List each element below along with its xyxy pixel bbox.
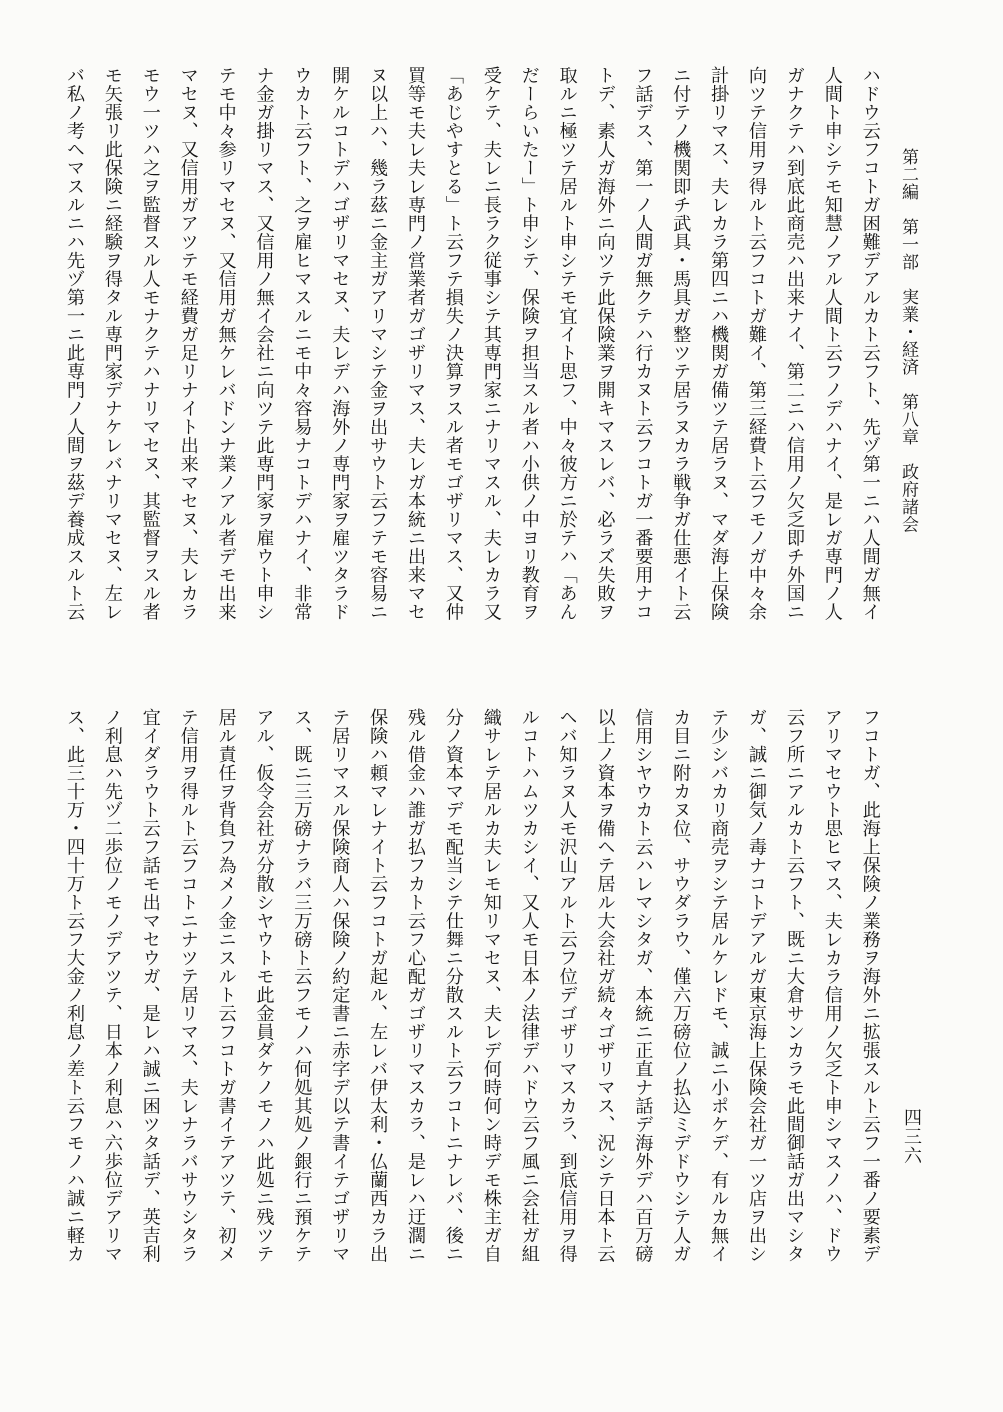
text-column: 云フ所ニアルカト云フト、既ニ大倉サンカラモ此間御話ガ出マシタ [783, 708, 805, 1263]
text-column: 受ケテ、夫レニ長ラク従事シテ其専門家ニナリマスル、夫レカラ又 [480, 66, 502, 621]
text-column: アリマセウト思ヒマス、夫レカラ信用ノ欠乏ト申シマスノハ、ドウ [821, 708, 843, 1263]
text-column: だーらいたー」ト申シテ、保険ヲ担当スル者ハ小供ノ中ヨリ教育ヲ [518, 66, 540, 621]
text-column: トデ、素人ガ海外ニ向ツテ此保険業ヲ開キマスレバ、必ラズ失敗ヲ [594, 66, 616, 621]
text-column: 残ル借金ハ誰ガ払フカト云フ心配ガゴザリマスカラ、是レハ迂濶ニ [405, 708, 427, 1263]
text-column: ガナクテハ到底此商売ハ出来ナイ、第二ニハ信用ノ欠乏即チ外国ニ [783, 66, 805, 621]
text-column: フ話デス、第一ノ人間ガ無クテハ行カヌト云フコトガ一番要用ナコ [632, 66, 654, 621]
running-header: 第二編 第一部 実業・経済 第八章 政府諸会 [898, 148, 918, 533]
text-column: ルコトハムツカシイ、又人モ日本ノ法律デハドウ云フ風ニ会社ガ組 [518, 708, 540, 1263]
text-column: 織サレテ居ルカ夫レモ知リマセヌ、夫レデ何時何ン時デモ株主ガ自 [480, 708, 502, 1263]
text-column: テ少シバカリ商売ヲシテ居ルケレドモ、誠ニ小ポケデ、有ルカ無イ [708, 708, 730, 1263]
text-column: ノ利息ハ先ヅ二歩位ノモノデアツテ、日本ノ利息ハ六歩位デアリマ [101, 708, 123, 1263]
text-column: 信用シヤウカト云ハレマシタガ、本統ニ正直ナ話デ海外デハ百万磅 [632, 708, 654, 1263]
text-column: フコトガ、此海上保険ノ業務ヲ海外ニ拡張スルト云フ一番ノ要素デ [859, 708, 881, 1263]
text-column: 計掛リマス、夫レカラ第四ニハ機関ガ備ツテ居ラヌ、マダ海上保険 [708, 66, 730, 621]
text-column: 保険ハ頼マレナイト云フコトガ起ル、左レバ伊太利・仏蘭西カラ出 [367, 708, 389, 1263]
text-column: 「あじやすとる」ト云フテ損失ノ決算ヲスル者モゴザリマス、又仲 [442, 66, 464, 621]
text-column: ハドウ云フコトガ困難デアルカト云フト、先ヅ第一ニハ人間ガ無イ [859, 66, 881, 621]
bottom-text-block [63, 708, 881, 1318]
text-column: ヘバ知ラヌ人モ沢山アルト云フ位デゴザリマスカラ、到底信用ヲ得 [556, 708, 578, 1263]
text-column: バ私ノ考ヘマスルニハ先ヅ第一ニ此専門ノ人間ヲ茲デ養成スルト云 [64, 66, 85, 621]
text-column: 人間ト申シテモ知慧ノアル人間ト云フノデハナイ、是レガ専門ノ人 [821, 66, 843, 621]
text-column: マセヌ、又信用ガアツテモ経費ガ足リナイト出来マセヌ、夫レカラ [177, 66, 199, 621]
text-column: テ居リマスル保険商人ハ保険ノ約定書ニ赤字デ以テ書イテゴザリマ [329, 708, 351, 1263]
text-column: テ信用ヲ得ルト云フコトニナツテ居リマス、夫レナラバサウシタラ [177, 708, 199, 1263]
top-text-block [63, 66, 881, 666]
text-column: ヌ以上ハ、幾ラ茲ニ金主ガアリマシテ金ヲ出サウト云フテモ容易ニ [367, 66, 389, 621]
text-column: ガ、誠ニ御気ノ毒ナコトデアルガ東京海上保険会社ガ一ツ店ヲ出シ [746, 708, 768, 1263]
text-column: 以上ノ資本ヲ備ヘテ居ル大会社ガ続々ゴザリマス、況シテ日本ト云 [594, 708, 616, 1263]
text-column: モウ一ツハ之ヲ監督スル人モナクテハナリマセヌ、其監督ヲスル者 [139, 66, 161, 621]
page-number: 四三六 [901, 1108, 922, 1165]
text-column: モ矢張リ此保険ニ経験ヲ得タル専門家デナケレバナリマセヌ、左レ [101, 66, 123, 621]
text-column: ナ金ガ掛リマス、又信用ノ無イ会社ニ向ツテ此専門家ヲ雇ウト申シ [253, 66, 275, 621]
text-column: ス、此三十万・四十万ト云フ大金ノ利息ノ差ト云フモノハ誠ニ軽カ [64, 708, 85, 1263]
text-column: テモ中々参リマセヌ、又信用ガ無ケレバドンナ業ノアル者デモ出来 [215, 66, 237, 621]
text-column: 居ル責任ヲ背負フ為メノ金ニスルト云フコトガ書イテアツテ、初メ [215, 708, 237, 1263]
text-column: ニ付テノ機関即チ武具・馬具ガ整ツテ居ラヌカラ戦争ガ仕悪イト云 [670, 66, 692, 621]
text-column: 取ルニ極ツテ居ルト申シテモ宜イト思フ、中々彼方ニ於テハ「あん [556, 66, 578, 621]
text-column: 買等モ夫レ夫レ専門ノ営業者ガゴザリマス、夫レガ本統ニ出来マセ [405, 66, 427, 621]
text-column: ウカト云フト、之ヲ雇ヒマスルニモ中々容易ナコトデハナイ、非常 [291, 66, 313, 621]
text-column: カ目ニ附カヌ位、サウダラウ、僅六万磅位ノ払込ミデドウシテ人ガ [670, 708, 692, 1263]
text-column: 開ケルコトデハゴザリマセヌ、夫レデハ海外ノ専門家ヲ雇ツタラド [329, 66, 351, 621]
text-column: ス、既ニ三万磅ナラバ三万磅ト云フモノハ何処其処ノ銀行ニ預ケテ [291, 708, 313, 1263]
text-column: アル、仮令会社ガ分散シヤウトモ此金員ダケノモノハ此処ニ残ツテ [253, 708, 275, 1263]
text-column: 分ノ資本マデモ配当シテ仕舞ニ分散スルト云フコトニナレバ、後ニ [442, 708, 464, 1263]
text-column: 向ツテ信用ヲ得ルト云フコトガ難イ、第三経費ト云フモノガ中々余 [746, 66, 768, 621]
text-column: 宜イダラウト云フ話モ出マセウガ、是レハ誠ニ困ツタ話デ、英吉利 [139, 708, 161, 1263]
